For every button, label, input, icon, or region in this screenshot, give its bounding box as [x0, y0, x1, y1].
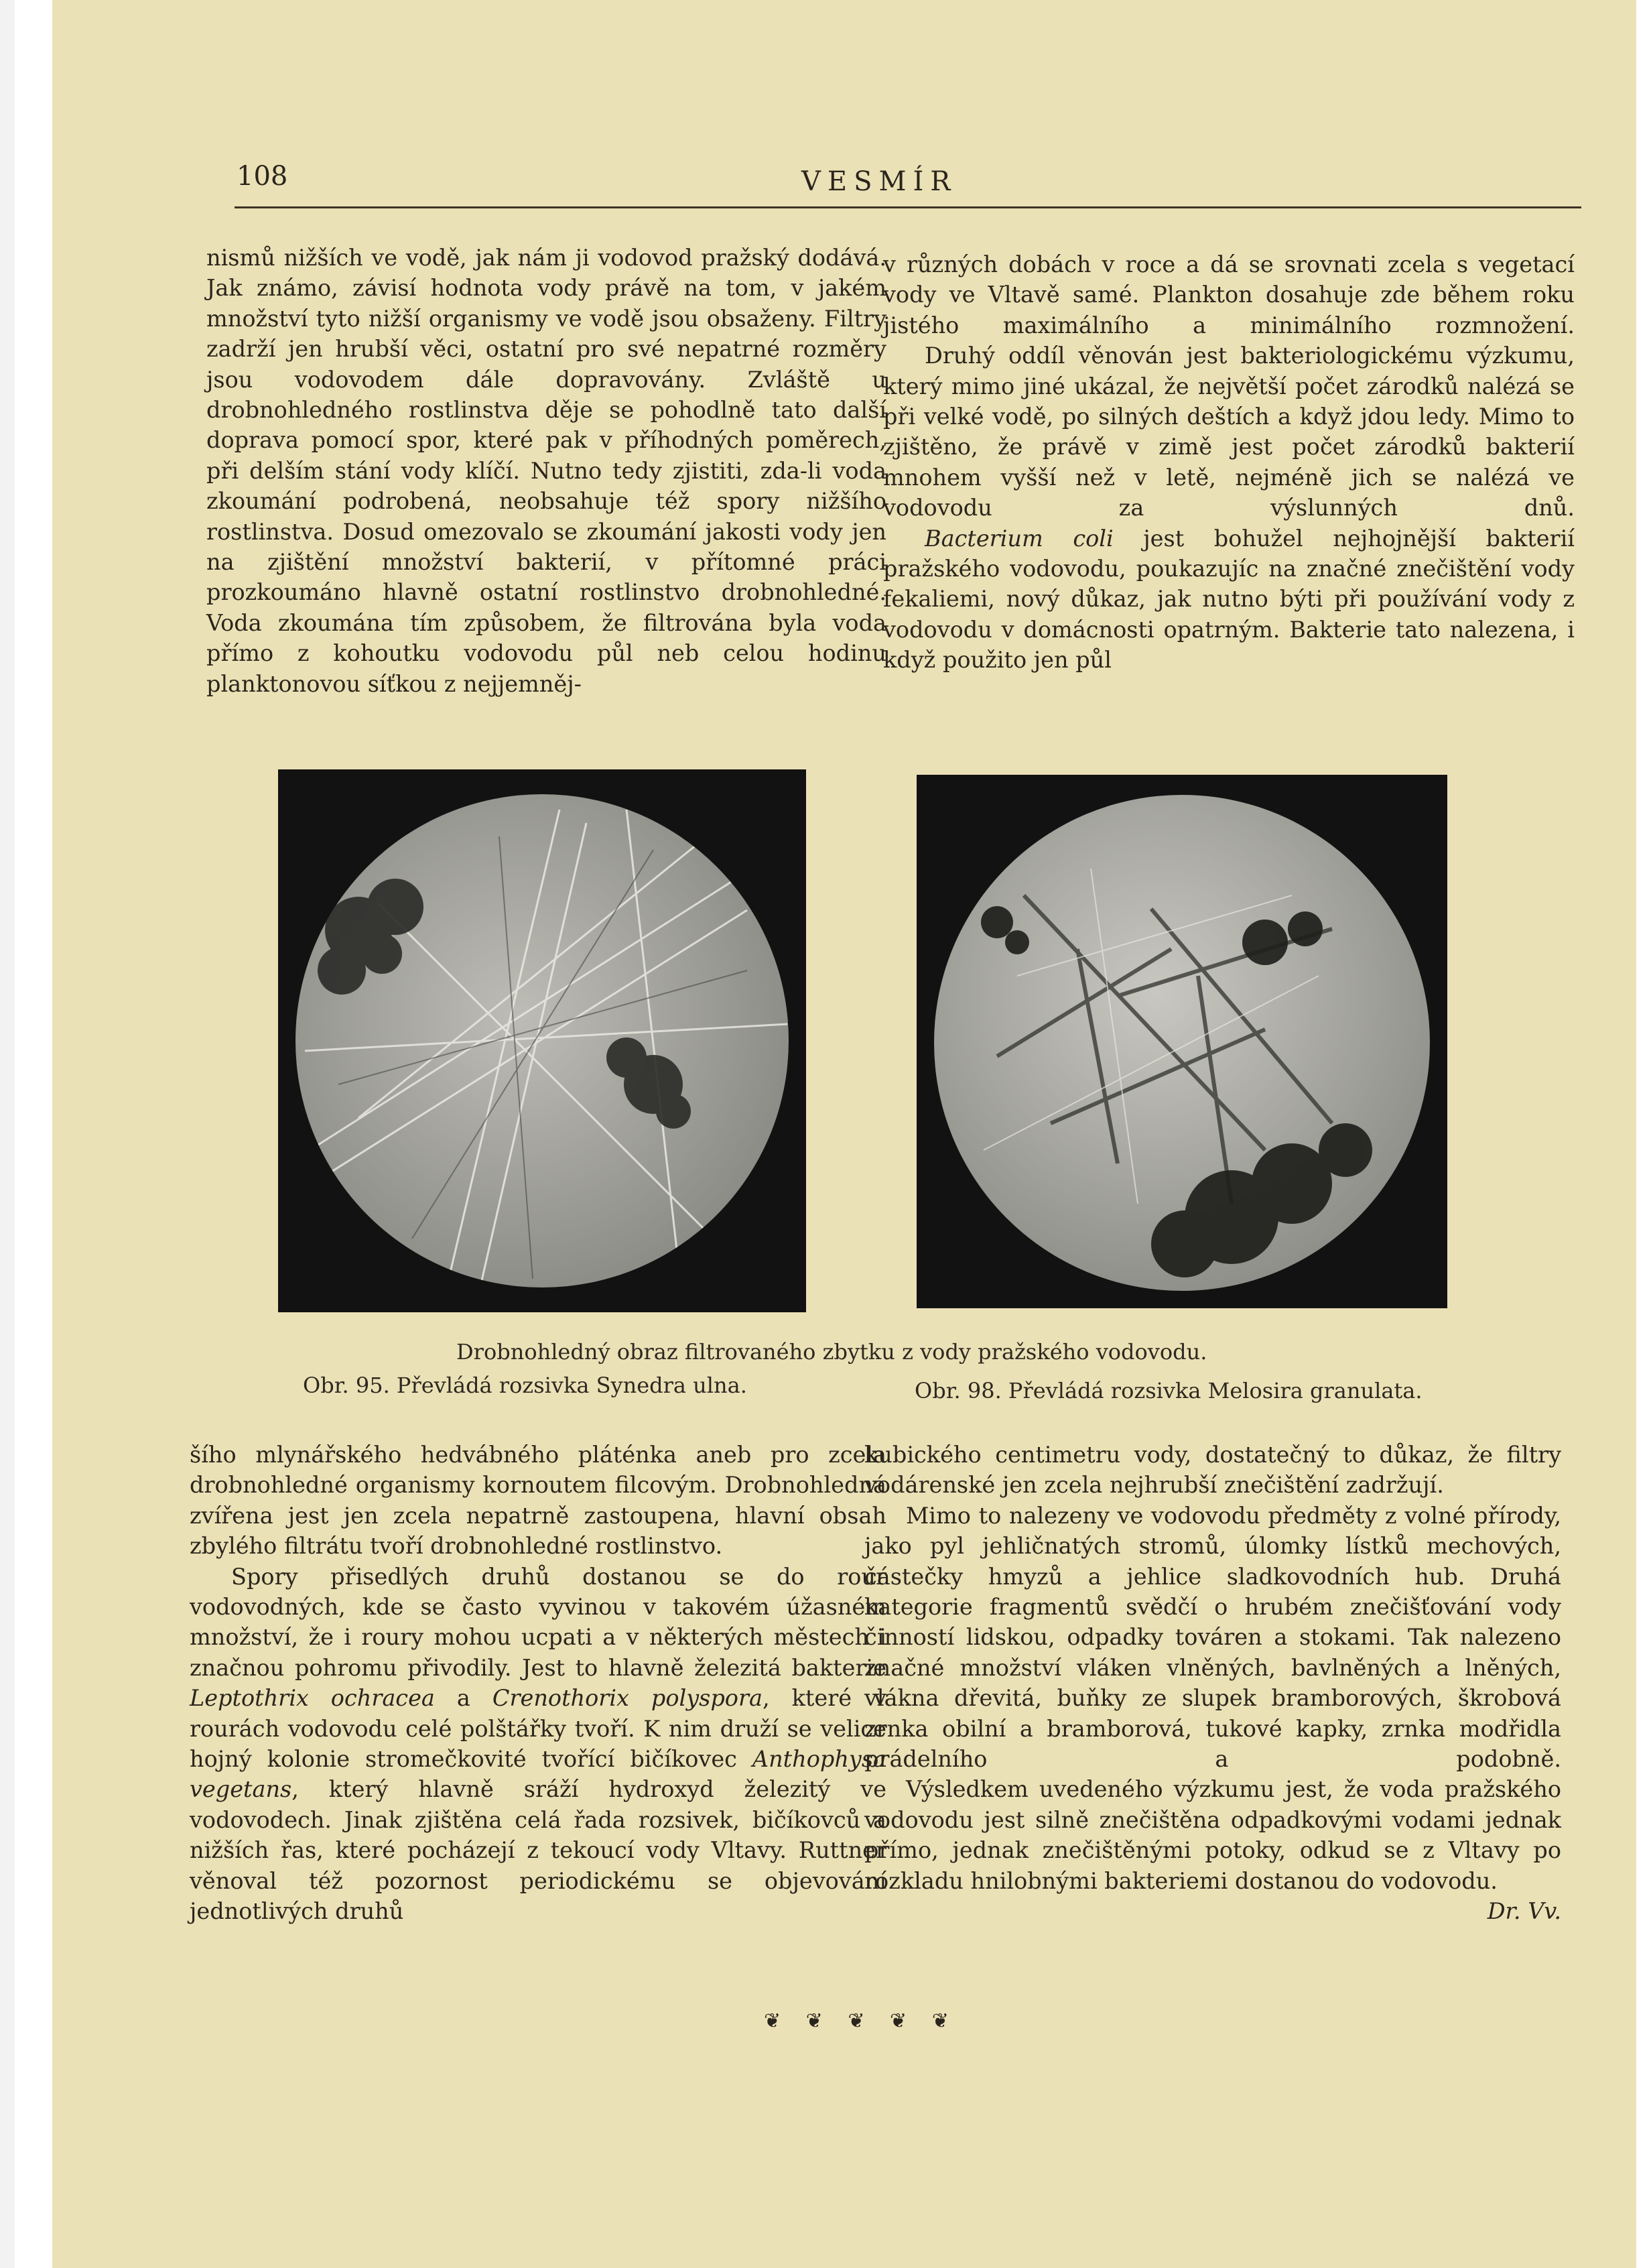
species-name: Leptothrix ochracea — [190, 1685, 435, 1712]
right-column-bottom — [864, 1440, 1561, 1927]
micrograph-image — [278, 769, 806, 1312]
journal-page — [52, 0, 1636, 2268]
scan-border — [0, 0, 15, 2268]
paragraph: šího mlynářského hedvábného pláténka aneb pro zcela drobnohledné organismy kornoutem filcovým. Drobnohledná zvířena jest jen zcela nepatrně zastoupena, hlavní obsah zbylého filtrátu tvoří drobnohledné rostlinstvo. — [190, 1442, 886, 1560]
paragraph: Spory přisedlých druhů dostanou se do rour vodovodných, kde se často vyvinou v takovém úžasném množství, že i roury mohou ucpati a v některých městech i značnou pohromu přivodily. Jest to hlavně železitá bakterie Leptothrix ochracea a Crenothorix polyspora, které v rourách vodovodu celé polštářky tvoří. K nim druží se velice hojný kolonie stromečkovité tvořící bičíkovec Anthophysa vegetans, který hlavně sráží hydroxyd železitý ve vodovodech. Jinak zjištěna celá řada rozsivek, bičíkovců a nižších řas, které pocházejí z tekoucí vody Vltavy. Ruttner věnoval též pozornost periodickému se objevování jednotlivých druhů — [190, 1563, 886, 1925]
figure-caption-main: Drobnohledný obraz filtrovaného zbytku z vody pražského vodovodu. — [456, 1339, 1207, 1365]
species-name: Crenothorix polyspora — [492, 1685, 763, 1712]
header-rule — [235, 206, 1581, 208]
right-column-top — [883, 249, 1575, 676]
page-number: 108 — [237, 161, 288, 192]
author-signature: Dr. Vv. — [1487, 1898, 1561, 1925]
paragraph: nismů nižších ve vodě, jak nám ji vodovod pražský dodává. Jak známo, závisí hodnota vody právě na tom, v jakém množství tyto nižší organismy ve vodě jsou obsaženy. Filtry zadrží jen hrubší věci, ostatní pro své nepatrné rozměry jsou vodovodem dále dopravovány. Zvláště u drobnohledného rostlinstva děje se pohodlně tato další doprava pomocí spor, které pak v příhodných poměrech, při delším stání vody klíčí. Nutno tedy zjistiti, zda-li voda zkoumání podrobená, neobsahuje též spory nižšího rostlinstva. Dosud omezovalo se zkoumání jakosti vody jen na zjištění množství bakterií, v přítomné práci prozkoumáno hlavně ostatní rostlinstvo drobnohledné. Voda zkoumána tím způsobem, že filtrována byla voda přímo z kohoutku vodovodu půl neb celou hodinu planktonovou síťkou z nejjemněj- — [206, 245, 886, 697]
paragraph: kubického centimetru vody, dostatečný to důkaz, že filtry vodárenské jen zcela nejhrubší znečištění zadržují. — [864, 1442, 1561, 1499]
species-name: Bacterium coli — [925, 525, 1114, 552]
paragraph: Bacterium coli jest bohužel nejhojnější bakterií pražského vodovodu, poukazujíc na značné znečištění vody fekaliemi, nový důkaz, jak nutno býti při používání vody z vodovodu v domácnosti opatrným. Bakterie tato nalezena, i když použito jen půl — [883, 525, 1575, 674]
species-name: Anthophysa vegetans — [190, 1746, 886, 1803]
figure-caption-left: Obr. 95. Převládá rozsivka Synedra ulna. — [303, 1373, 747, 1398]
left-column-top — [206, 243, 886, 699]
left-column-bottom — [190, 1440, 886, 1927]
end-ornament: ❦ ❦ ❦ ❦ ❦ — [764, 2009, 958, 2033]
micrograph-synedra-ulna — [278, 769, 806, 1312]
paragraph: v různých dobách v roce a dá se srovnati zcela s vegetací vody ve Vltavě samé. Plankton dosahuje zde během roku jistého maximálního a minimálního rozmnožení. — [883, 251, 1575, 338]
micrograph-melosira-granulata — [917, 775, 1447, 1308]
paragraph: Druhý oddíl věnován jest bakteriologickému výzkumu, který mimo jiné ukázal, že největší počet zárodků nalézá se při velké vodě, po silných deštích a když jdou ledy. Mimo to zjištěno, že právě v zimě jest počet zárodků bakterií mnohem vyšší než v letě, nejméně jich se nalézá ve vodovodu za výslunných dnů. — [883, 342, 1575, 521]
figure-caption-right: Obr. 98. Převládá rozsivka Melosira granulata. — [915, 1378, 1423, 1403]
micrograph-image — [917, 775, 1447, 1308]
running-head: VESMÍR — [801, 166, 957, 197]
paragraph: Mimo to nalezeny ve vodovodu předměty z volné přírody, jako pyl jehličnatých stromů, úlomky lístků mechových, částečky hmyzů a jehlice sladkovodních hub. Druhá kategorie fragmentů svědčí o hrubém znečišťování vody činností lidskou, odpadky továren a stokami. Tak nalezeno značné množství vláken vlněných, bavlněných a lněných, vlákna dřevitá, buňky ze slupek bramborových, škrobová zrnka obilní a bramborová, tukové kapky, zrnka modřidla prádelního a podobně. — [864, 1502, 1561, 1773]
paragraph: Výsledkem uvedeného výzkumu jest, že voda pražského vodovodu jest silně znečištěna odpadkovými vodami jednak přímo, jednak znečištěnými potoky, odkud se z Vltavy po rozkladu hnilobnými bakteriemi dostanou do vodovodu. Dr. Vv. — [864, 1774, 1561, 1896]
